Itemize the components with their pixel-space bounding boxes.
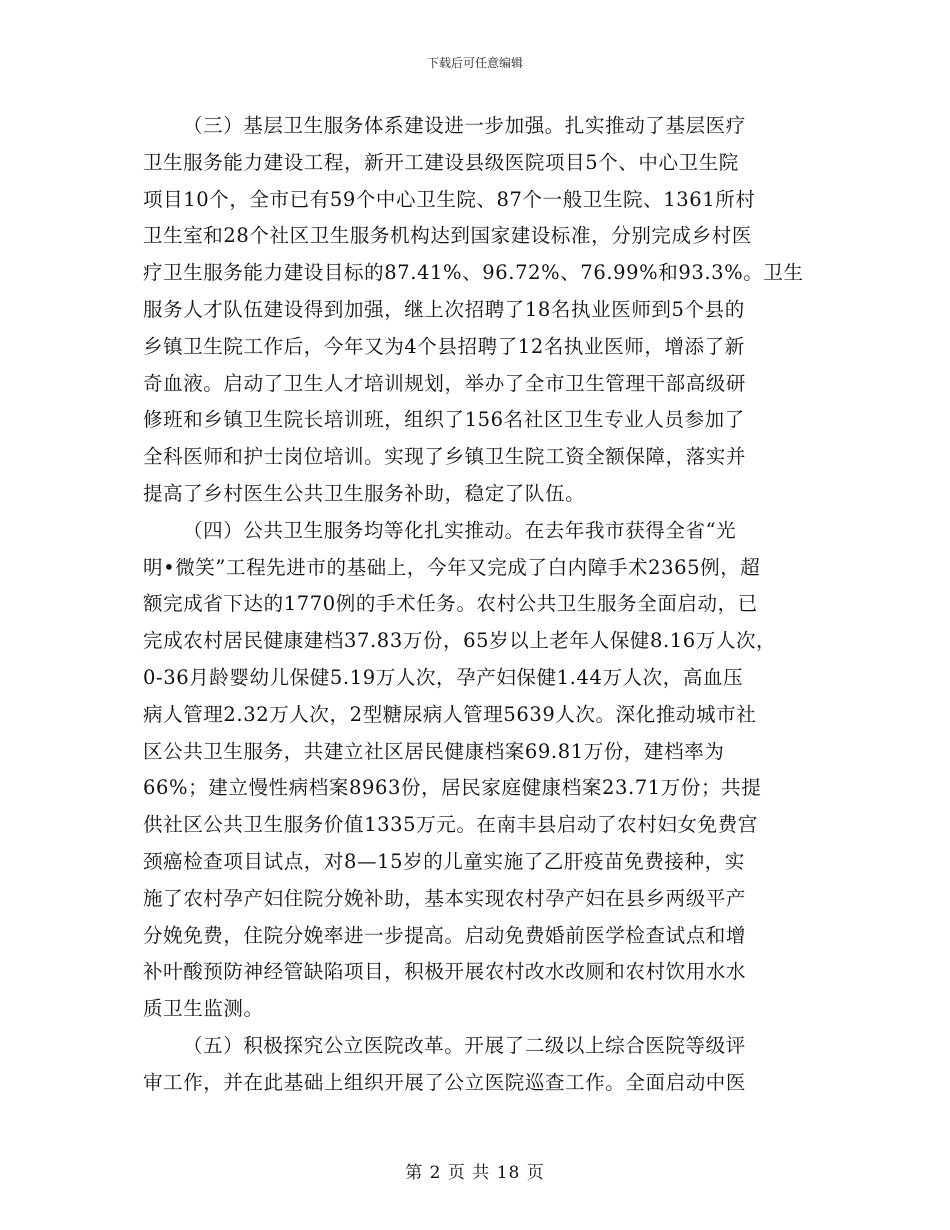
- paragraph-line: 分娩免费，住院分娩率进一步提高。启动免费婚前医学检查试点和增: [143, 923, 747, 947]
- paragraph-line: 颈癌检查项目试点，对8—15岁的儿童实施了乙肝疫苗免费接种，实: [143, 849, 745, 873]
- paragraph-line: 服务人才队伍建设得到加强，继上次招聘了18名执业医师到5个县的: [143, 297, 745, 321]
- paragraph-line: 供社区公共卫生服务价值1335万元。在南丰县启动了农村妇女免费宫: [143, 813, 758, 837]
- paragraph-line: 卫生服务能力建设工程，新开工建设县级医院项目5个、中心卫生院: [143, 150, 739, 174]
- paragraph-line: 全科医师和护士岗位培训。实现了乡镇卫生院工资全额保障，落实并: [143, 445, 747, 469]
- paragraph-line: 奇血液。启动了卫生人才培训规划，举办了全市卫生管理干部高级研: [143, 371, 747, 395]
- paragraph-line: 修班和乡镇卫生院长培训班，组织了156名社区卫生专业人员参加了: [143, 408, 745, 432]
- paragraph-line: 卫生室和28个社区卫生服务机构达到国家建设标准，分别完成乡村医: [143, 224, 752, 248]
- paragraph-line: 提高了乡村医生公共卫生服务补助，稳定了队伍。: [143, 481, 586, 505]
- paragraph-line: 完成农村居民健康建档37.83万份，65岁以上老年人保健8.16万人次，: [143, 629, 777, 653]
- paragraph-line: 质卫生监测。: [143, 997, 264, 1021]
- paragraph-line: （四）公共卫生服务均等化扎实推动。在去年我市获得全省“光: [183, 518, 737, 542]
- page-header: 下载后可任意编辑: [426, 56, 523, 70]
- paragraph-line: 病人管理2.32万人次，2型糖尿病人管理5639人次。深化推动城市社: [143, 702, 757, 726]
- paragraph-line: 审工作，并在此基础上组织开展了公立医院巡查工作。全面启动中医: [143, 1070, 747, 1094]
- paragraph-line: （五）积极探究公立医院改革。开展了二级以上综合医院等级评: [183, 1033, 746, 1057]
- document-body: [143, 108, 823, 1102]
- paragraph-line: 施了农村孕产妇住院分娩补助，基本实现农村孕产妇在县乡两级平产: [143, 886, 747, 910]
- paragraph-line: 66%；建立慢性病档案8963份，居民家庭健康档案23.71万份；共提: [143, 776, 762, 800]
- paragraph-line: 明•微笑”工程先进市的基础上，今年又完成了白内障手术2365例，超: [143, 555, 761, 579]
- page-number: 第 2 页 共 18 页: [405, 1163, 545, 1183]
- paragraph-line: 额完成省下达的1770例的手术任务。农村公共卫生服务全面启动，已: [143, 592, 758, 616]
- paragraph-line: 区公共卫生服务，共建立社区居民健康档案69.81万份，建档率为: [143, 739, 725, 763]
- paragraph-line: 项目10个，全市已有59个中心卫生院、87个一般卫生院、1361所村: [143, 187, 756, 211]
- paragraph-line: （三）基层卫生服务体系建设进一步加强。扎实推动了基层医疗: [183, 114, 746, 137]
- paragraph-line: 0-36月龄婴幼儿保健5.19万人次，孕产妇保健1.44万人次，高血压: [143, 665, 744, 689]
- paragraph-line: 疗卫生服务能力建设目标的87.41%、96.72%、76.99%和93.3%。卫生: [143, 261, 804, 285]
- paragraph-line: 补叶酸预防神经管缺陷项目，积极开展农村改水改厕和农村饮用水水: [143, 960, 747, 984]
- paragraph-line: 乡镇卫生院工作后，今年又为4个县招聘了12名执业医师，增添了新: [143, 334, 745, 358]
